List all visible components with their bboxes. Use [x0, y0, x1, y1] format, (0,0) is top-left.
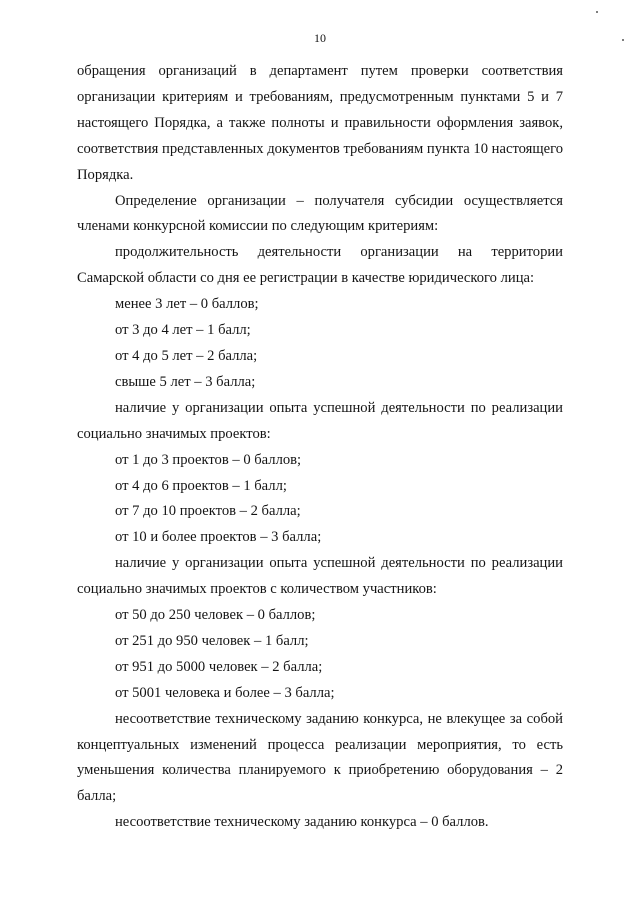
criterion-paragraph: наличие у организации опыта успешной деятельности по реализации социально значимых проектов: — [77, 399, 563, 442]
criterion-item: от 4 до 5 лет – 2 балла; — [115, 347, 258, 364]
document-body — [77, 59, 563, 836]
criterion-item: от 1 до 3 проектов – 0 баллов; — [115, 451, 302, 468]
criterion-item: от 10 и более проектов – 3 балла; — [115, 529, 322, 546]
criterion-item: от 951 до 5000 человек – 2 балла; — [115, 658, 323, 675]
paragraph: обращения организаций в департамент путем проверки соответствия организации критериям и требованиям, предусмотренным пунктами 5 и 7 настоящего Порядка, а также полноты и правильности оформления заявок, соответствия представленных документов требованиям пункта 10 настоящего Порядка. — [77, 63, 563, 183]
scan-speck — [596, 11, 598, 13]
criterion-paragraph: продолжительность деятельности организации на территории Самарской области со дня ее регистрации в качестве юридического лица: — [77, 244, 563, 287]
criterion-item: менее 3 лет – 0 баллов; — [115, 296, 259, 313]
criterion-item: от 7 до 10 проектов – 2 балла; — [115, 503, 301, 520]
criterion-paragraph: несоответствие техническому заданию конкурса – 0 баллов. — [115, 814, 489, 831]
criterion-paragraph: несоответствие техническому заданию конкурса, не влекущее за собой концептуальных изменений процесса реализации мероприятия, то есть уменьшения количества планируемого к приобретению оборудования – 2 балла; — [77, 710, 563, 805]
criterion-item: от 50 до 250 человек – 0 баллов; — [115, 607, 316, 624]
criterion-paragraph: наличие у организации опыта успешной деятельности по реализации социально значимых проектов с количеством участников: — [77, 555, 563, 598]
criterion-item: от 251 до 950 человек – 1 балл; — [115, 632, 309, 649]
criterion-item: от 3 до 4 лет – 1 балл; — [115, 322, 251, 339]
criterion-item: от 5001 человека и более – 3 балла; — [115, 684, 335, 701]
page-number: 10 — [314, 31, 326, 45]
paragraph: Определение организации – получателя субсидии осуществляется членами конкурсной комиссии по следующим критериям: — [77, 192, 563, 235]
criterion-item: от 4 до 6 проектов – 1 балл; — [115, 477, 287, 494]
criterion-item: свыше 5 лет – 3 балла; — [115, 373, 256, 390]
